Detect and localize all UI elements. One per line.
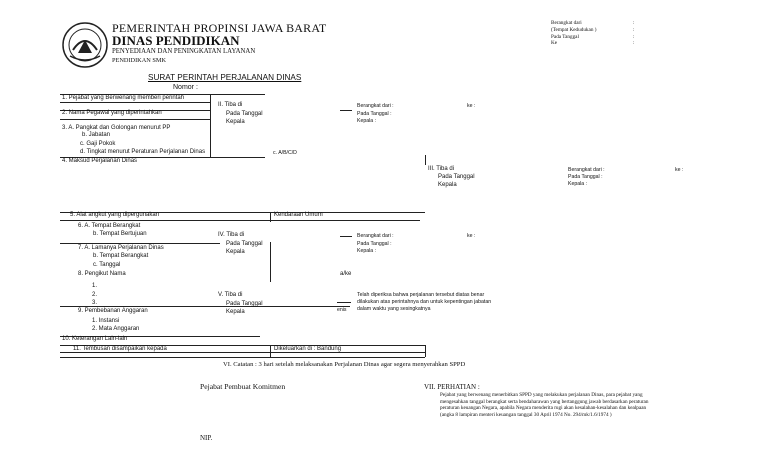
s2-b1: Berangkat dari : xyxy=(357,103,394,109)
dept-sub-1: PENYEDIAAN DAN PENINGKATAN LAYANAN xyxy=(112,48,256,55)
doc-title: SURAT PERINTAH PERJALANAN DINAS xyxy=(148,73,302,82)
s3-b2: Pada Tanggal : xyxy=(568,174,603,180)
s5-tgl: Pada Tanggal xyxy=(226,301,263,307)
row-3d: d. Tingkat menurut Peraturan Perjalanan Dinas xyxy=(80,149,206,155)
pejabat-label: Pejabat Pembuat Komitmen xyxy=(200,382,286,391)
row-5-value: Kendaraan Umum xyxy=(274,212,323,218)
s5-kep: Kepala xyxy=(226,309,245,315)
doc-number: Nomor : xyxy=(173,84,198,91)
nip-label: NIP. xyxy=(200,434,213,442)
s3-kep: Kepala xyxy=(438,182,457,188)
s4-b2: Pada Tanggal : xyxy=(357,241,392,247)
s3-b3: Kepala : xyxy=(568,181,588,187)
logo xyxy=(60,20,110,70)
row-5: 5. Alat angkut yang dipergunakan xyxy=(70,212,160,218)
dept-title: DINAS PENDIDIKAN xyxy=(112,33,240,48)
row-9a: 1. Instansi xyxy=(92,318,120,324)
s4-tgl: Pada Tanggal xyxy=(226,241,263,247)
s2-tgl: Pada Tanggal xyxy=(226,111,263,117)
emblem-icon xyxy=(60,20,110,70)
s5-note-3: dalam waktu yang sesingkatnya xyxy=(357,306,431,312)
row-3d-value: c. A/B/C/D xyxy=(273,150,297,156)
row-8: 8. Pengikut Nama xyxy=(78,271,126,277)
row-8-2: 2. xyxy=(92,292,98,298)
row-3b: b. Jabatan xyxy=(82,132,111,138)
s2-b3: Kepala : xyxy=(357,118,377,124)
top-right-fields: Berangkat dari (Tempat Kedudukan ) Pada Tanggal Ke xyxy=(551,20,597,47)
row-1: 1. Pejabat yang Berwenang memberi perintah xyxy=(62,95,185,101)
row-3: 3. A. Pangkat dan Golongan menurut PP xyxy=(62,125,171,131)
s5-note-1: Telah diperiksa bahwa perjalanan tersebut diatas benar xyxy=(357,292,485,298)
row-8-3: 3. xyxy=(92,300,98,306)
gov-title: PEMERINTAH PROPINSI JAWA BARAT xyxy=(112,21,327,35)
s4-ke: ke : xyxy=(467,233,476,239)
s2-ke: ke : xyxy=(467,103,476,109)
s2-title: II. Tiba di xyxy=(218,102,243,108)
s4-title: IV. Tiba di xyxy=(218,232,245,238)
row-4: 4. Maksud Perjalanan Dinas xyxy=(62,158,138,164)
perhatian-body xyxy=(440,392,648,418)
s5-note-2: dilakukan atas perintahnya dan untuk kepentingan jabatan xyxy=(357,299,492,305)
s4-kep: Kepala xyxy=(226,249,245,255)
perhatian-line: mengesahkan tanggal berangkat serta bendaharawan yang bertanggung jawab berdasarkan peraturan xyxy=(440,398,649,405)
row-11-value: Dikeluarkan di : Bandung xyxy=(274,346,342,352)
row-9: 9. Pembebanan Anggaran xyxy=(78,308,148,314)
s5-title: V. Tiba di xyxy=(218,292,243,298)
dept-sub-2: PENDIDIKAN SMK xyxy=(112,57,167,64)
s3-ke: ke : xyxy=(675,167,684,173)
row-7c: c. Tanggal xyxy=(93,262,121,268)
perhatian-title: VII. PERHATIAN : xyxy=(424,383,480,391)
s5-mark: enis xyxy=(337,307,347,313)
row-10: 10. Keterangan Lain-lain xyxy=(62,336,128,342)
row-8-1: 1. xyxy=(92,283,98,289)
row-3c: c. Gaji Pokok xyxy=(80,141,116,147)
s3-b1: Berangkat dari : xyxy=(568,167,605,173)
perhatian-line: Pejabat yang berwenang menerbitkan SPPD yang melakukan perjalanan Dinas, para pejabat yang xyxy=(440,392,643,398)
s2-b2: Pada Tanggal : xyxy=(357,111,392,117)
perhatian-line: (angka 8 lampiran menteri keuangan tanggal 30 April 1974 No. 294/mk/1.6/1974 ) xyxy=(440,411,612,418)
row-8-col: a/ke xyxy=(340,271,352,277)
s3-tgl: Pada Tanggal xyxy=(438,174,475,180)
s2-kep: Kepala xyxy=(226,119,245,125)
s4-b1: Berangkat dari : xyxy=(357,233,394,239)
row-6a: 6. A. Tempat Berangkat xyxy=(78,223,141,229)
row-9b: 2. Mata Anggaran xyxy=(92,326,140,332)
row-6b: b. Tempat Bertujuan xyxy=(93,231,147,237)
row-7b: b. Tempat Berangkat xyxy=(93,253,149,259)
perhatian-line: peraturan keuangan Negara, apabila Negara menderita rugi akan kesalahan-kesalahan dan kealpaan xyxy=(440,405,647,412)
s3-title: III. Tiba di xyxy=(428,166,455,172)
row-2: 2. Nama Pegawai yang diperintahkan xyxy=(62,110,162,116)
s4-b3: Kepala : xyxy=(357,248,377,254)
catatan: VI. Catatan : 3 hari setelah melaksanakan Perjalanan Dinas agar segera menyerahkan SPPD xyxy=(223,361,466,368)
row-7a: 7. A. Lamanya Perjalanan Dinas xyxy=(78,245,164,251)
row-11: 11. Tembusan disampaikan kepada xyxy=(73,346,167,352)
top-right-colons: : : : : xyxy=(633,20,635,47)
